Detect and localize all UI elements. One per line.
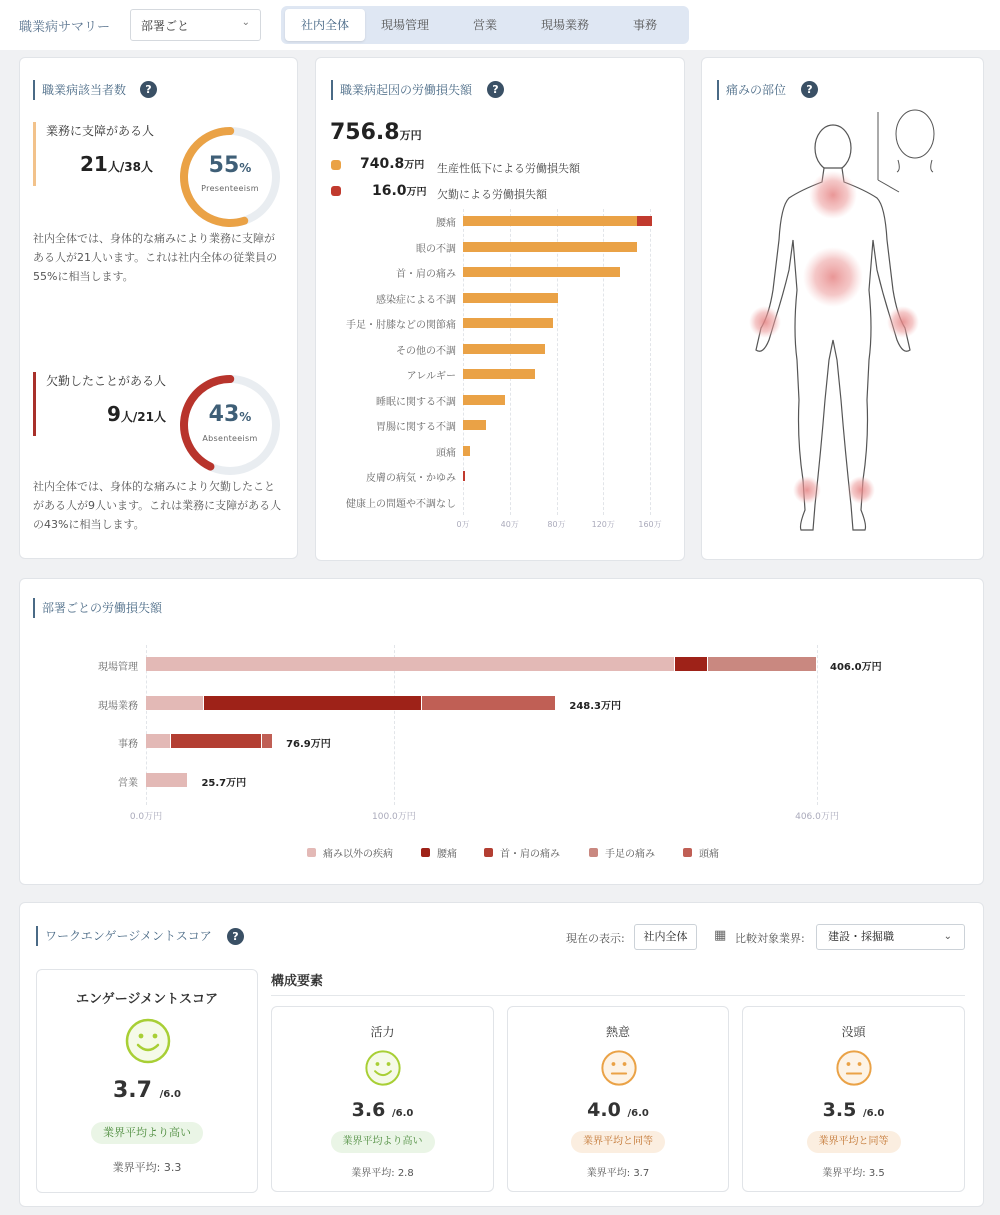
tab-site-operations[interactable]: 現場業務 — [540, 18, 589, 32]
component-score-value: 3.6 — [351, 1099, 386, 1121]
dept-select-value: 部署ごと — [141, 19, 190, 33]
x-tick-label: 40万 — [500, 520, 519, 529]
presenteeism-percent — [180, 153, 280, 178]
neutral-face-icon — [835, 1049, 873, 1087]
dept-total-label: 25.7万円 — [201, 777, 247, 789]
help-icon[interactable]: ? — [140, 81, 157, 98]
cause-bar-segment[interactable] — [463, 318, 553, 328]
legend-swatch — [589, 848, 598, 857]
dept-loss-card — [19, 578, 984, 885]
components-divider — [271, 995, 965, 996]
component-score-max: /6.0 — [391, 1108, 414, 1119]
chevron-down-icon: ⌄ — [943, 931, 952, 942]
absenteeism-label: 欠勤したことがある人 — [46, 374, 167, 388]
category-label: その他の不調 — [396, 345, 456, 357]
component-score — [508, 1099, 728, 1121]
dept-legend-item[interactable] — [421, 845, 457, 860]
current-view-value: 社内全体 — [634, 924, 697, 950]
grid-line — [817, 645, 818, 805]
legend-label: 腰痛 — [437, 849, 457, 860]
category-label: アレルギー — [406, 371, 456, 382]
presenteeism-amount-desc: 生産性低下による労働損失額 — [437, 162, 580, 175]
pain-title: 痛みの部位 — [717, 80, 786, 100]
dept-bar-segment[interactable] — [146, 734, 171, 748]
category-label: 睡眠に関する不調 — [376, 396, 456, 408]
dept-select[interactable] — [130, 9, 261, 41]
x-tick-label: 80万 — [547, 520, 566, 529]
dept-bar-segment[interactable] — [262, 734, 273, 748]
dept-total-label: 76.9万円 — [286, 739, 331, 750]
cause-bar-segment[interactable] — [463, 369, 535, 379]
component-avg: 業界平均: 3.5 — [822, 1168, 885, 1179]
compare-select-value: 建設・採掘職 — [828, 930, 894, 943]
x-tick-label: 120万 — [591, 520, 615, 529]
absenteeism-amount-value: 16.0 — [372, 183, 407, 199]
dept-total-label: 248.3万円 — [569, 700, 621, 712]
dept-bar-segment[interactable] — [146, 696, 204, 710]
grid-line — [463, 209, 464, 515]
presenteeism-gauge-label: Presenteeism — [201, 184, 259, 193]
total-loss-unit: 万円 — [399, 129, 422, 142]
component-badge: 業界平均より高い — [331, 1131, 435, 1153]
legend-swatch — [421, 848, 430, 857]
main-score-badge: 業界平均より高い — [91, 1122, 203, 1144]
absenteeism-description: 社内全体では、身体的な痛みにより欠勤したことがある人が9人います。これは業務に支障がある人の43%に相当します。 — [33, 480, 282, 531]
dept-label: 現場業務 — [98, 700, 138, 712]
main-score — [37, 1078, 257, 1103]
help-icon[interactable]: ? — [227, 928, 244, 945]
component-card-vigor — [271, 1006, 494, 1192]
pain-spot-neck — [809, 171, 857, 219]
x-tick-label: 0万 — [456, 520, 470, 529]
component-badge: 業界平均と同等 — [571, 1131, 665, 1153]
neutral-face-icon — [600, 1049, 638, 1087]
grid-line — [603, 209, 604, 515]
presenteeism-percent-value: 55 — [208, 153, 240, 178]
category-label: 首・肩の痛み — [396, 269, 456, 280]
pain-spot-lower-back — [803, 247, 863, 307]
pain-spot-left-knee — [793, 476, 821, 504]
dept-bar-segment[interactable] — [171, 734, 262, 748]
absenteeism-percent — [180, 402, 280, 427]
pain-spot-left-wrist — [749, 306, 781, 338]
pain-spot-right-knee — [847, 476, 875, 504]
grid-line — [650, 209, 651, 515]
presenteeism-count-value: 21 — [80, 152, 108, 176]
presenteeism-legend-swatch — [331, 160, 341, 170]
cause-bar-segment[interactable] — [463, 216, 637, 226]
component-score-max: /6.0 — [627, 1108, 649, 1119]
component-score-value: 3.5 — [822, 1099, 857, 1121]
cause-bar-segment[interactable] — [463, 267, 620, 277]
help-icon[interactable]: ? — [801, 81, 818, 98]
x-tick-label: 0.0万円 — [129, 812, 163, 822]
total-loss-value: 756.8 — [330, 120, 400, 145]
top-bar — [0, 0, 1000, 50]
pain-spot-right-wrist — [887, 306, 919, 338]
dept-bar-segment[interactable] — [675, 657, 708, 671]
absenteeism-count-unit: 人/21人 — [120, 410, 167, 424]
category-label: 感染症による不調 — [376, 294, 456, 306]
dept-label: 現場管理 — [98, 662, 138, 673]
presenteeism-amount — [360, 156, 424, 172]
cause-bar-segment[interactable] — [463, 446, 470, 456]
dept-bar-segment[interactable] — [204, 696, 422, 710]
presenteeism-amount-unit: 万円 — [404, 160, 425, 171]
category-label: 健康上の問題や不調なし — [346, 498, 456, 510]
presenteeism-amount-value: 740.8 — [360, 156, 405, 172]
absenteeism-percent-sign: % — [239, 410, 252, 424]
dept-total-label: 406.0万円 — [830, 662, 882, 673]
absenteeism-legend-swatch — [331, 186, 341, 196]
legend-swatch — [307, 848, 316, 857]
tab-sales[interactable]: 営業 — [472, 18, 497, 32]
category-label: 眼の不調 — [416, 243, 456, 255]
main-score-avg: 業界平均: 3.3 — [112, 1161, 182, 1174]
category-label: 皮膚の病気・かゆみ — [366, 473, 456, 484]
presenteeism-count-unit: 人/38人 — [107, 160, 153, 174]
tab-site-management[interactable]: 現場管理 — [380, 18, 429, 32]
total-loss — [330, 120, 422, 145]
legend-swatch — [683, 848, 692, 857]
main-score-max: /6.0 — [159, 1089, 182, 1100]
cause-bar-segment[interactable] — [463, 471, 465, 481]
absenteeism-count — [107, 402, 166, 426]
building-icon: ▦ — [714, 928, 727, 943]
component-badge: 業界平均と同等 — [807, 1131, 901, 1153]
absenteeism-amount-desc: 欠勤による労働損失額 — [437, 188, 547, 201]
category-label: 手足・肘膝などの関節痛 — [346, 320, 456, 331]
x-tick-label: 100.0万円 — [372, 812, 416, 822]
component-score-value: 4.0 — [587, 1099, 621, 1121]
x-tick-label: 406.0万円 — [795, 812, 839, 822]
component-title: 活力 — [370, 1025, 395, 1039]
presenteeism-percent-sign: % — [239, 161, 252, 175]
component-score — [272, 1099, 493, 1121]
legend-label: 頭痛 — [699, 849, 719, 860]
dept-bar-segment[interactable] — [146, 657, 675, 671]
affected-title: 職業病該当者数 — [33, 80, 126, 100]
x-tick-label: 160万 — [638, 520, 662, 529]
presenteeism-count — [80, 152, 153, 176]
category-label: 胃腸に関する不調 — [376, 422, 456, 433]
cause-bar-segment[interactable] — [463, 242, 637, 252]
absenteeism-count-value: 9 — [107, 402, 121, 426]
component-score-max: /6.0 — [862, 1108, 885, 1119]
absenteeism-amount — [372, 183, 427, 199]
component-title: 熱意 — [605, 1025, 630, 1039]
summary-label: 職業病サマリー — [19, 20, 111, 35]
loss-title: 職業病起因の労働損失額 — [331, 80, 472, 100]
chevron-down-icon: ⌄ — [241, 17, 250, 28]
absenteeism-percent-value: 43 — [208, 402, 240, 427]
legend-swatch — [484, 848, 493, 857]
component-avg: 業界平均: 2.8 — [351, 1168, 414, 1179]
cause-bar-segment[interactable] — [637, 216, 652, 226]
component-avg: 業界平均: 3.7 — [586, 1168, 650, 1179]
grid-line — [510, 209, 511, 515]
tab-office[interactable]: 事務 — [632, 18, 657, 32]
dept-legend-item[interactable] — [683, 845, 719, 860]
body-figure — [701, 100, 984, 540]
dept-label: 営業 — [118, 777, 138, 789]
tab-all[interactable]: 社内全体 — [285, 9, 365, 41]
cause-bar-segment[interactable] — [463, 395, 505, 405]
grid-line — [557, 209, 558, 515]
main-score-title: エンゲージメントスコア — [76, 992, 218, 1007]
smile-face-icon — [364, 1049, 402, 1087]
category-label: 頭痛 — [436, 447, 456, 459]
main-score-value: 3.7 — [112, 1078, 152, 1103]
presenteeism-label: 業務に支障がある人 — [46, 124, 155, 138]
dept-label: 事務 — [118, 739, 138, 750]
cause-bar-segment[interactable] — [463, 420, 486, 430]
help-icon[interactable]: ? — [487, 81, 504, 98]
legend-label: 痛み以外の疾病 — [323, 849, 393, 860]
main-score-card — [36, 969, 258, 1193]
compare-label: 比較対象業界: — [735, 932, 805, 945]
dept-bar-segment[interactable] — [146, 773, 188, 787]
absenteeism-amount-unit: 万円 — [406, 187, 427, 198]
smile-face-icon — [124, 1017, 172, 1065]
dept-legend-item[interactable] — [307, 845, 393, 860]
component-card-dedication — [507, 1006, 729, 1192]
component-card-absorption — [742, 1006, 965, 1192]
head-inset — [878, 110, 934, 192]
category-label: 腰痛 — [436, 218, 456, 229]
presenteeism-description: 社内全体では、身体的な痛みにより業務に支障がある人が21人います。これは社内全体の従業員の55%に相当します。 — [33, 232, 278, 283]
dept-legend-item[interactable] — [589, 845, 655, 860]
dept-bar-segment[interactable] — [422, 696, 556, 710]
legend-label: 手足の痛み — [605, 849, 655, 860]
component-score — [743, 1099, 964, 1121]
legend-label: 首・肩の痛み — [500, 849, 560, 860]
current-view-label: 現在の表示: — [566, 932, 625, 945]
components-title: 構成要素 — [271, 974, 324, 989]
cause-bar-segment[interactable] — [463, 293, 558, 303]
compare-select[interactable] — [816, 924, 965, 950]
dept-loss-title: 部署ごとの労働損失額 — [33, 598, 162, 618]
engagement-title: ワークエンゲージメントスコア — [36, 926, 212, 946]
dept-bar-segment[interactable] — [708, 657, 817, 671]
dept-legend-item[interactable] — [484, 845, 560, 860]
component-title: 没頭 — [841, 1025, 866, 1039]
scope-tabs — [281, 6, 689, 44]
absenteeism-gauge-label: Absenteeism — [202, 434, 258, 443]
cause-bar-segment[interactable] — [463, 344, 545, 354]
